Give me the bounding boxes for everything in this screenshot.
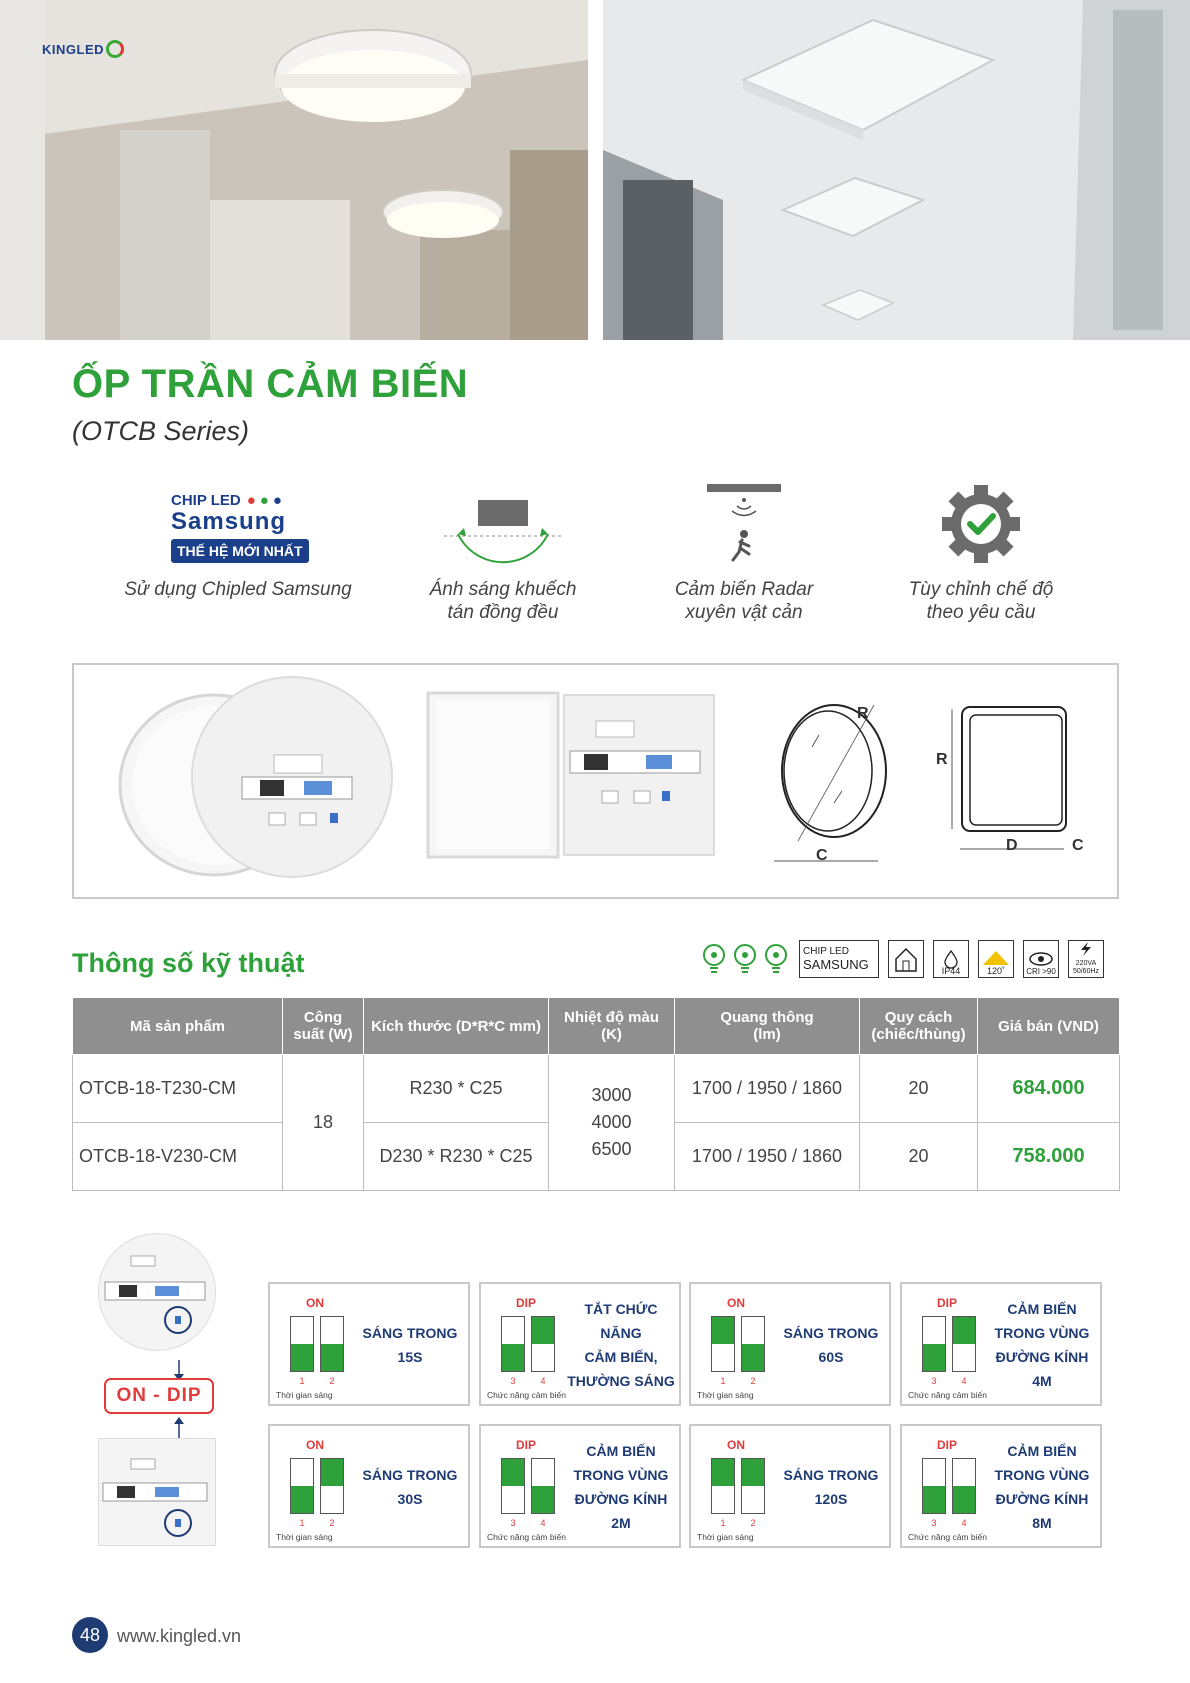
dip-switch-number: 3	[510, 1376, 516, 1386]
dimension-c-square: C	[1072, 837, 1084, 854]
feature-label: Ánh sáng khuếch tán đồng đều	[429, 579, 577, 623]
dimension-c-round: C	[816, 847, 828, 864]
cert-voltage-1: 220VA	[1075, 960, 1097, 967]
feature-custom-mode	[856, 480, 1106, 624]
header-size: Kích thước (D*R*C mm)	[364, 998, 549, 1055]
page-title: ỐP TRẦN CẢM BIẾN	[72, 362, 469, 406]
dip-card	[689, 1424, 891, 1548]
ip44-water-icon	[933, 940, 969, 978]
dip-switch-2	[320, 1458, 344, 1514]
cell-code: OTCB-18-T230-CM	[73, 1055, 283, 1123]
dimension-r-round: R	[857, 705, 869, 722]
cert-angle: 120˚	[986, 966, 1005, 976]
feature-wide-beam	[378, 480, 628, 624]
dip-card	[479, 1424, 681, 1548]
dip-mode-label: DIP	[936, 1296, 957, 1310]
dip-switch-2	[952, 1316, 976, 1372]
website-link[interactable]: www.kingled.vn	[117, 1626, 242, 1646]
dip-switch-number: 4	[540, 1518, 546, 1528]
dip-caption: Chức năng cảm biến	[908, 1390, 987, 1400]
dip-switch-2	[952, 1458, 976, 1514]
kingled-logo-text: KINGLED	[42, 41, 104, 57]
dip-mode-label: ON	[306, 1296, 324, 1310]
dip-card	[479, 1282, 681, 1406]
dip-caption: Thời gian sáng	[276, 1532, 333, 1542]
dip-description: SÁNG TRONG 120S	[783, 1467, 879, 1507]
header-lumen: Quang thông (lm)	[675, 998, 860, 1055]
dip-caption: Chức năng cảm biến	[487, 1532, 566, 1542]
samsung-name-text: Samsung	[171, 508, 287, 535]
cell-lumen: 1700 / 1950 / 1860	[675, 1055, 860, 1123]
dip-switch-2	[741, 1458, 765, 1514]
page-subtitle: (OTCB Series)	[72, 416, 250, 446]
samsung-chip-text: CHIP LED	[171, 492, 241, 509]
voltage-icon	[1068, 940, 1104, 978]
dip-card	[900, 1282, 1102, 1406]
cert-chip-led: CHIP LED	[803, 946, 849, 957]
dip-switch-number: 1	[720, 1376, 726, 1386]
cell-pack: 20	[860, 1123, 978, 1191]
arrow-up-icon	[172, 1416, 186, 1438]
dip-card	[900, 1424, 1102, 1548]
header-code: Mã sản phẩm	[73, 998, 283, 1055]
product-images-panel	[72, 663, 1119, 899]
feature-label: Cảm biến Radar xuyên vật cản	[674, 579, 814, 623]
dip-switch-number: 4	[961, 1376, 967, 1386]
dip-switch-number: 3	[510, 1518, 516, 1528]
dip-caption: Thời gian sáng	[276, 1390, 333, 1400]
dip-mode-label: ON	[727, 1438, 745, 1452]
samsung-gen-badge: THẾ HỆ MỚI NHẤT	[171, 539, 309, 563]
dip-description: TẮT CHỨC NĂNG CẢM BIẾN, THƯỜNG SÁNG	[567, 1301, 675, 1389]
cell-code: OTCB-18-V230-CM	[73, 1123, 283, 1191]
dip-card	[689, 1282, 891, 1406]
cell-size: D230 * R230 * C25	[364, 1123, 549, 1191]
cell-power: 18	[283, 1055, 364, 1191]
chip-led-samsung-badge	[799, 940, 879, 978]
spec-table	[72, 997, 1120, 1191]
dip-switch-number: 3	[931, 1518, 937, 1528]
feature-radar-sensor	[619, 480, 869, 624]
cell-lumen: 1700 / 1950 / 1860	[675, 1123, 860, 1191]
cell-size: R230 * C25	[364, 1055, 549, 1123]
dip-caption: Thời gian sáng	[697, 1390, 754, 1400]
certification-icons	[700, 940, 1104, 978]
dip-description: CẢM BIẾN TRONG VÙNG ĐƯỜNG KÍNH 8M	[994, 1443, 1090, 1531]
cert-voltage-2: 50/60Hz	[1072, 968, 1100, 975]
dip-description: SÁNG TRONG 60S	[783, 1325, 879, 1365]
dip-caption: Chức năng cảm biến	[908, 1532, 987, 1542]
dip-switch-1	[290, 1458, 314, 1514]
dip-description: CẢM BIẾN TRONG VÙNG ĐƯỜNG KÍNH 2M	[573, 1443, 669, 1531]
dip-description: SÁNG TRONG 15S	[362, 1325, 458, 1365]
dip-switch-1	[711, 1316, 735, 1372]
feature-label: Sử dụng Chipled Samsung	[124, 579, 352, 600]
dimension-r-square: R	[936, 751, 948, 768]
header-price: Giá bán (VND)	[978, 998, 1120, 1055]
spec-section-title: Thông số kỹ thuật	[72, 948, 305, 978]
cert-samsung: SAMSUNG	[803, 957, 869, 972]
table-row	[73, 1055, 1120, 1123]
cert-ip: IP44	[941, 966, 961, 976]
header-color-temp: Nhiệt độ màu (K)	[549, 998, 675, 1055]
kingled-logo	[42, 40, 124, 58]
dip-mode-label: ON	[306, 1438, 324, 1452]
dip-caption: Chức năng cảm biến	[487, 1390, 566, 1400]
dip-mode-label: DIP	[515, 1438, 536, 1452]
dip-card	[268, 1282, 470, 1406]
dip-caption: Thời gian sáng	[697, 1532, 754, 1542]
dip-switch-1	[922, 1458, 946, 1514]
dip-switch-number: 2	[329, 1376, 335, 1386]
samsung-chip-logo: CHIP LED ●●● Samsung THẾ HỆ MỚI NHẤT	[113, 480, 363, 576]
beam-angle-icon	[978, 940, 1014, 978]
dip-mode-label: DIP	[936, 1438, 957, 1452]
dip-switch-number: 1	[299, 1376, 305, 1386]
cert-cri: CRI >90	[1026, 967, 1056, 976]
dip-switch-number: 2	[750, 1518, 756, 1528]
round-fixture-back-photo	[98, 1233, 216, 1351]
header-power: Công suất (W)	[283, 998, 364, 1055]
dip-switch-1	[711, 1458, 735, 1514]
table-header-row	[73, 998, 1120, 1055]
dip-switch-number: 4	[961, 1518, 967, 1528]
cell-price: 758.000	[978, 1123, 1120, 1191]
dip-switch-2	[741, 1316, 765, 1372]
dip-card	[268, 1424, 470, 1548]
dip-description: CẢM BIẾN TRONG VÙNG ĐƯỜNG KÍNH 4M	[994, 1301, 1090, 1389]
dip-mode-label: ON	[727, 1296, 745, 1310]
dip-switch-1	[922, 1316, 946, 1372]
dip-switch-number: 3	[931, 1376, 937, 1386]
radar-sensor-icon	[619, 480, 869, 576]
dip-switch-2	[320, 1316, 344, 1372]
dip-description: SÁNG TRONG 30S	[362, 1467, 458, 1507]
dip-switch-1	[290, 1316, 314, 1372]
dip-mode-label: DIP	[515, 1296, 536, 1310]
on-dip-label: ON - DIP	[104, 1378, 214, 1414]
dimension-d-square: D	[1006, 837, 1018, 854]
dip-switch-number: 1	[720, 1518, 726, 1528]
wide-beam-icon	[378, 480, 628, 576]
dip-switch-1	[501, 1458, 525, 1514]
dip-switch-2	[531, 1458, 555, 1514]
product-drawings	[74, 665, 1117, 897]
header-pack: Quy cách (chiếc/thùng)	[860, 998, 978, 1055]
feature-samsung-chip	[113, 480, 363, 601]
hero-photo-round-lights	[0, 0, 588, 340]
dip-switch-number: 2	[750, 1376, 756, 1386]
feature-label: Tùy chỉnh chế độ theo yêu cầu	[908, 579, 1054, 623]
square-fixture-back-photo	[98, 1438, 216, 1546]
dip-switch-1	[501, 1316, 525, 1372]
cell-color-temp: 3000 4000 6500	[549, 1055, 675, 1191]
energy-bulb-icons	[700, 942, 790, 976]
dip-switch-2	[531, 1316, 555, 1372]
kingled-logo-mark	[106, 40, 124, 58]
dip-switch-number: 4	[540, 1376, 546, 1386]
cell-pack: 20	[860, 1055, 978, 1123]
indoor-house-icon	[888, 940, 924, 978]
dip-switch-number: 2	[329, 1518, 335, 1528]
cri-eye-icon	[1023, 940, 1059, 978]
gear-check-icon	[856, 480, 1106, 576]
page-number: 48	[72, 1617, 108, 1653]
hero-photo-square-lights	[603, 0, 1190, 340]
cell-price: 684.000	[978, 1055, 1120, 1123]
dip-switch-number: 1	[299, 1518, 305, 1528]
square-ceiling-lights-illustration	[603, 0, 1190, 340]
